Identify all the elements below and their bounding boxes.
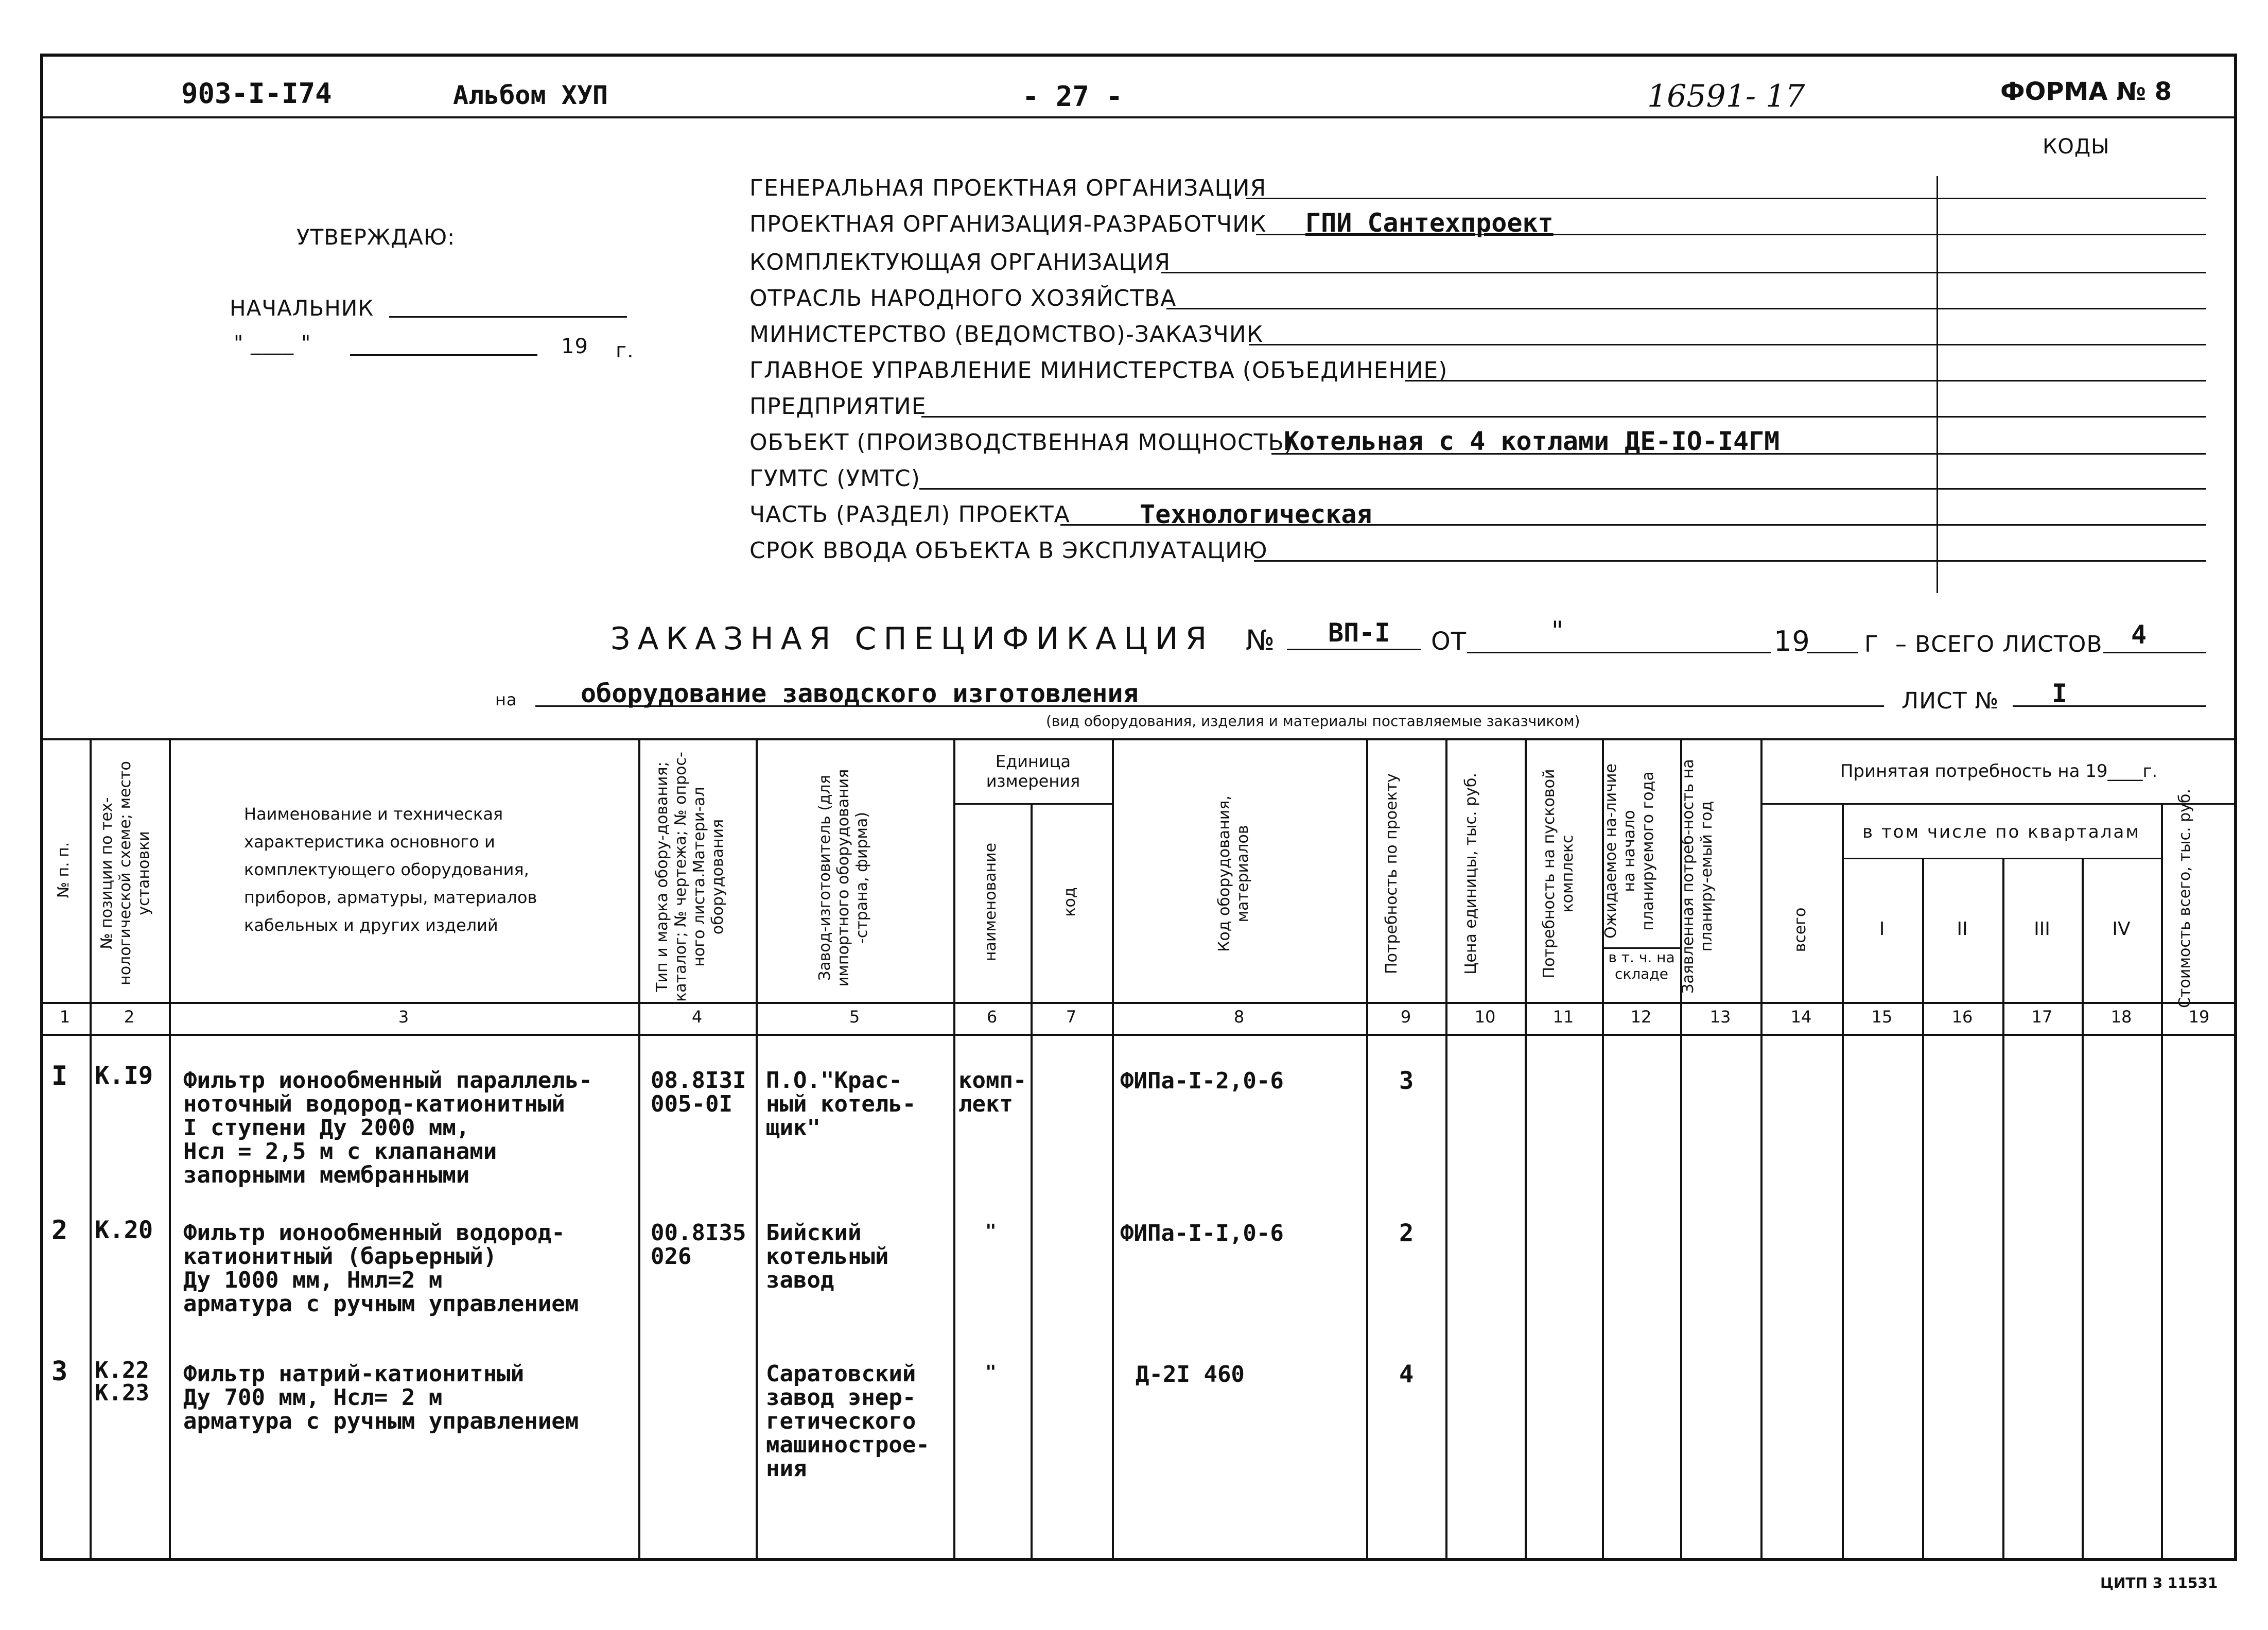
spec-sheet-line xyxy=(2013,705,2206,707)
col-header-17: III xyxy=(2034,918,2050,940)
row-2-quantity: 2 xyxy=(1399,1219,1414,1247)
spec-date-quote: " xyxy=(1551,616,1564,646)
spec-title: ЗАКАЗНАЯ СПЕЦИФИКАЦИЯ xyxy=(610,621,1214,657)
col-line xyxy=(169,738,171,1558)
approval-date-prefix: " ____ " xyxy=(234,332,311,355)
album-label: Альбом ХУП xyxy=(453,80,608,110)
object-label: ОБЪЕКТ (ПРОИЗВОДСТВЕННАЯ МОЩНОСТЬ) xyxy=(749,429,1294,456)
col-number: 15 xyxy=(1871,1007,1893,1027)
col-header-2: № позиции по тех-нологической схеме; место установки xyxy=(98,761,153,985)
row-3-number: 3 xyxy=(51,1356,68,1387)
enterprise-label: ПРЕДПРИЯТИЕ xyxy=(749,393,927,420)
project-part-value: Технологическая xyxy=(1140,499,1372,529)
col-number: 5 xyxy=(849,1007,860,1027)
table-top-rule xyxy=(40,738,2237,740)
codes-label: КОДЫ xyxy=(2043,135,2110,159)
unit-header-rule xyxy=(953,803,1112,805)
accepted-header-rule xyxy=(1760,803,2237,805)
ministry-line xyxy=(1249,344,2206,345)
row-1-name: Фильтр ионообменный параллель- ноточный водород-катионитный I ступени Ду 2000 мм, Нсл = 2,5 м с клапанами запорными мембранными xyxy=(183,1067,592,1188)
spec-sheet-label: ЛИСТ № xyxy=(1901,688,1999,714)
spec-number-line xyxy=(1287,649,1421,650)
row-1-position: К.I9 xyxy=(95,1062,153,1090)
approval-year: 19 xyxy=(561,335,588,358)
col-number: 17 xyxy=(2031,1007,2053,1027)
project-part-line xyxy=(1060,524,2206,526)
footer-code: ЦИТП 3 11531 xyxy=(2100,1574,2218,1591)
handwritten-number: 16591- 17 xyxy=(1647,78,1805,114)
spec-on-line xyxy=(535,705,1884,707)
col-header-14-18: Принятая потребность на 19____г. xyxy=(1840,761,2158,782)
col-header-14: всего xyxy=(1791,907,1809,952)
page-number: - 27 - xyxy=(1022,80,1123,113)
row-3-position: К.22 К.23 xyxy=(95,1357,149,1406)
spec-sheet-value: I xyxy=(2052,679,2068,708)
col-header-11: Потребность на пусковой комплекс xyxy=(1540,769,1577,979)
spec-total-line xyxy=(2103,652,2206,653)
project-part-label: ЧАСТЬ (РАЗДЕЛ) ПРОЕКТА xyxy=(749,501,1070,528)
doc-code: 903-I-I74 xyxy=(181,77,332,110)
col-line xyxy=(2002,858,2004,1558)
main-department-label: ГЛАВНОЕ УПРАВЛЕНИЕ МИНИСТЕРСТВА (ОБЪЕДИНЕНИЕ) xyxy=(749,357,1448,384)
codes-divider xyxy=(1936,176,1938,593)
spec-note: (вид оборудования, изделия и материалы поставляемые заказчиком) xyxy=(1046,713,1580,730)
spec-year-label: 19 xyxy=(1774,625,1810,657)
spec-on-value: оборудование заводского изготовления xyxy=(581,679,1139,708)
col-number: 4 xyxy=(691,1007,703,1027)
general-org-label: ГЕНЕРАЛЬНАЯ ПРОЕКТНАЯ ОРГАНИЗАЦИЯ xyxy=(749,175,1267,201)
spec-g-label: Г xyxy=(1864,631,1879,657)
col-number: 2 xyxy=(124,1007,135,1027)
row-3-code: Д-2I 460 xyxy=(1136,1361,1245,1388)
col-header-3: Наименование и техническая характеристика основного и комплектующего оборудования, приборов, арматуры, материалов кабельных и других изделий xyxy=(244,804,537,935)
spec-date-line xyxy=(1467,652,1771,653)
col-header-16: II xyxy=(1957,918,1968,940)
industry-line xyxy=(1166,308,2206,309)
col-header-7: код xyxy=(1061,887,1079,917)
row-3-name: Фильтр натрий-катионитный Ду 700 мм, Нсл= 2 м арматура с ручным управлением xyxy=(183,1361,579,1434)
spec-total-value: 4 xyxy=(2131,620,2147,650)
spec-year-line xyxy=(1807,652,1858,653)
quarters-header-rule xyxy=(1842,858,2161,859)
col-number: 13 xyxy=(1709,1007,1731,1027)
table-colnum-bottom-rule xyxy=(40,1034,2237,1036)
col-header-15-18: в том числе по кварталам xyxy=(1862,822,2140,842)
spec-from-label: ОТ xyxy=(1431,627,1467,656)
approve-label: УТВЕРЖДАЮ: xyxy=(296,224,456,250)
col-line xyxy=(2082,858,2084,1558)
col-header-12b: в т. ч. на складе xyxy=(1608,949,1675,982)
supplier-org-line xyxy=(1161,272,2206,273)
chief-label: НАЧАЛЬНИК xyxy=(230,296,374,321)
row-2-name: Фильтр ионообменный водород- катионитный (барьерный) Ду 1000 мм, Нмл=2 м арматура с ручным управлением xyxy=(183,1220,579,1317)
col-header-10: Цена единицы, тыс. руб. xyxy=(1462,773,1480,975)
col-number: 1 xyxy=(59,1007,71,1027)
col-header-8: Код оборудования, материалов xyxy=(1215,795,1252,952)
col-line xyxy=(1031,803,1033,1558)
col-line xyxy=(1445,738,1447,1558)
object-line xyxy=(1271,453,2206,455)
col-line xyxy=(1366,738,1368,1558)
row-1-type: 08.8I3I 005-0I xyxy=(651,1067,746,1117)
col-header-6-7: Единица измерения xyxy=(986,752,1080,791)
col-header-19: Стоимость всего, тыс. руб. xyxy=(2176,789,2194,1008)
col-number: 16 xyxy=(1951,1007,1973,1027)
row-2-code: ФИПа-I-I,0-6 xyxy=(1120,1220,1284,1246)
col-header-15: I xyxy=(1879,918,1885,940)
row-2-number: 2 xyxy=(51,1215,68,1246)
col-header-12: Ожидаемое на-личие на начало планируемого года xyxy=(1602,764,1657,939)
spec-number-value: ВП-I xyxy=(1328,618,1390,648)
col-line xyxy=(1112,738,1114,1558)
col-line xyxy=(1842,803,1844,1558)
col-header-9: Потребность по проекту xyxy=(1383,773,1401,974)
col-number: 19 xyxy=(2188,1007,2210,1027)
col-header-18: IV xyxy=(2112,918,2131,940)
col-number: 12 xyxy=(1630,1007,1652,1027)
header-rule xyxy=(40,116,2237,118)
col-number: 8 xyxy=(1233,1007,1245,1027)
chief-signature-line xyxy=(389,316,627,318)
row-1-quantity: 3 xyxy=(1399,1067,1414,1095)
developer-org-label: ПРОЕКТНАЯ ОРГАНИЗАЦИЯ-РАЗРАБОТЧИК xyxy=(749,211,1267,237)
spec-on-label: на xyxy=(495,690,517,709)
col-header-4: Тип и марка обору-дования; каталог; № чертежа; № опрос-ного листа.Матери-ал оборудования xyxy=(653,752,727,1002)
approval-year-suffix: г. xyxy=(616,339,634,362)
col-number: 9 xyxy=(1400,1007,1411,1027)
col-number: 6 xyxy=(986,1007,998,1027)
row-3-quantity: 4 xyxy=(1399,1360,1414,1389)
row-1-code: ФИПа-I-2,0-6 xyxy=(1120,1068,1284,1094)
developer-org-line xyxy=(1256,234,2206,235)
ministry-label: МИНИСТЕРСТВО (ВЕДОМСТВО)-ЗАКАЗЧИК xyxy=(749,321,1263,348)
col-header-13: Заявленная потреб-ность на планиру-емый год xyxy=(1679,759,1716,994)
col-number: 18 xyxy=(2110,1007,2132,1027)
commissioning-label: СРОК ВВОДА ОБЪЕКТА В ЭКСПЛУАТАЦИЮ xyxy=(749,537,1268,564)
row-2-unit: " xyxy=(985,1221,997,1242)
object-value: Котельная с 4 котлами ДЕ-IO-I4ГМ xyxy=(1284,426,1780,456)
row-3-maker: Саратовский завод энер- гетического машинострое- ния xyxy=(766,1361,930,1482)
table-header-bottom-rule xyxy=(40,1002,2237,1004)
developer-org-value: ГПИ Сантехпроект xyxy=(1305,208,1554,238)
col-header-1: № п. п. xyxy=(55,842,73,898)
col-number: 11 xyxy=(1552,1007,1574,1027)
col-line xyxy=(2161,803,2163,1558)
supplier-org-label: КОМПЛЕКТУЮЩАЯ ОРГАНИЗАЦИЯ xyxy=(749,249,1171,275)
row-3-unit: " xyxy=(985,1362,997,1383)
col-header-6: наименование xyxy=(982,842,1000,962)
gumts-line xyxy=(919,488,2206,490)
col-line xyxy=(1922,858,1924,1558)
col-line xyxy=(953,738,955,1558)
col-line xyxy=(1525,738,1527,1558)
row-2-type: 00.8I35 026 xyxy=(651,1220,746,1270)
gumts-label: ГУМТС (УМТС) xyxy=(749,465,920,492)
industry-label: ОТРАСЛЬ НАРОДНОГО ХОЗЯЙСТВА xyxy=(749,285,1177,311)
row-1-maker: П.О."Крас- ный котель- щик" xyxy=(766,1067,916,1141)
spec-total-label: – ВСЕГО ЛИСТОВ xyxy=(1895,631,2103,657)
code-line-1 xyxy=(1939,198,2206,199)
col-line xyxy=(756,738,758,1558)
row-2-maker: Бийский котельный завод xyxy=(766,1220,889,1293)
enterprise-line xyxy=(921,416,2206,418)
col-number: 10 xyxy=(1474,1007,1496,1027)
col-number: 7 xyxy=(1066,1007,1077,1027)
commissioning-line xyxy=(1254,560,2206,562)
spec-number-label: № xyxy=(1246,624,1276,656)
col-header-5: Завод-изготовитель (для импортного оборудования -страна, фирма) xyxy=(816,769,871,987)
form-number: ФОРМА № 8 xyxy=(2000,77,2172,106)
row-1-number: I xyxy=(51,1061,68,1091)
col-line xyxy=(90,738,92,1558)
main-department-line xyxy=(1405,380,2206,382)
col-line xyxy=(638,738,640,1558)
row-1-unit: комп- лект xyxy=(958,1067,1027,1117)
col-number: 14 xyxy=(1790,1007,1812,1027)
approval-date-line xyxy=(350,354,537,356)
col-number: 3 xyxy=(398,1007,409,1027)
row-2-position: К.20 xyxy=(95,1216,153,1244)
